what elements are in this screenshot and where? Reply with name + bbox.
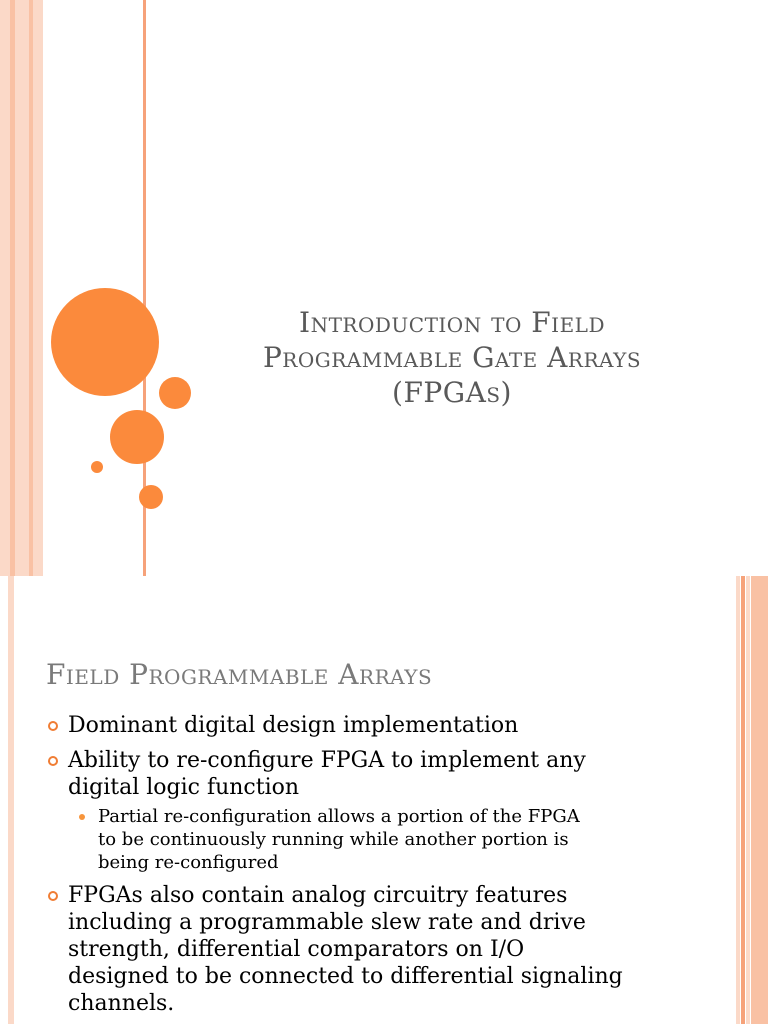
decorative-stripe bbox=[746, 576, 750, 1024]
bullet-text: including a programmable slew rate and drive bbox=[68, 910, 586, 935]
slide-title bbox=[196, 305, 708, 410]
decorative-stripe bbox=[736, 576, 740, 1024]
sub-bullet-list bbox=[68, 805, 686, 874]
decorative-stripe bbox=[8, 576, 14, 1024]
sub-bullet-text: being re-configured bbox=[98, 852, 279, 873]
decorative-stripe bbox=[33, 0, 43, 576]
bullet-text: digital logic function bbox=[68, 775, 300, 800]
small-decorative-circle bbox=[159, 377, 191, 409]
bullet-item bbox=[46, 747, 686, 874]
medium-decorative-circle bbox=[110, 410, 164, 464]
decorative-stripe bbox=[0, 0, 10, 576]
bullet-text: channels. bbox=[68, 991, 175, 1016]
bullet-item bbox=[46, 712, 686, 739]
decorative-stripe bbox=[741, 576, 745, 1024]
dot-bullet-icon bbox=[79, 814, 85, 820]
large-decorative-circle bbox=[51, 288, 159, 396]
sub-bullet-text: Partial re-configuration allows a portion of the FPGA bbox=[98, 806, 580, 827]
bullet-item bbox=[46, 882, 686, 1017]
tiny-decorative-circle bbox=[91, 461, 103, 473]
slide-heading: Field Programmable Arrays bbox=[46, 658, 433, 691]
bullet-text: Dominant digital design implementation bbox=[68, 713, 519, 738]
bullet-text: strength, differential comparators on I/O bbox=[68, 937, 525, 962]
decorative-stripe bbox=[15, 0, 29, 576]
bullet-list bbox=[46, 712, 686, 1024]
title-line: Programmable Gate Arrays bbox=[262, 341, 642, 374]
title-line: (FPGAs) bbox=[392, 376, 512, 409]
small-decorative-circle bbox=[139, 485, 163, 509]
ring-bullet-icon bbox=[48, 756, 58, 766]
bullet-text: FPGAs also contain analog circuitry features bbox=[68, 883, 568, 908]
decorative-stripe bbox=[751, 576, 768, 1024]
sub-bullet-item bbox=[68, 805, 686, 874]
content-slide bbox=[0, 576, 768, 1024]
ring-bullet-icon bbox=[48, 721, 58, 731]
bullet-text: Ability to re-configure FPGA to implement any bbox=[68, 748, 586, 773]
ring-bullet-icon bbox=[48, 891, 58, 901]
sub-bullet-text: to be continuously running while another portion is bbox=[98, 829, 569, 850]
title-line: Introduction to Field bbox=[299, 306, 605, 339]
bullet-text: designed to be connected to differential signaling bbox=[68, 964, 623, 989]
